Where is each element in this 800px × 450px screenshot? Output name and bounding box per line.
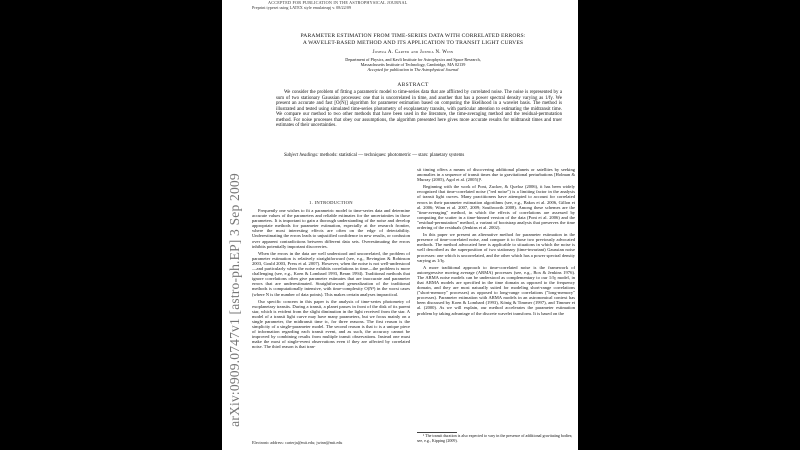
affiliation: [252, 57, 574, 73]
title-line-1: PARAMETER ESTIMATION FROM TIME-SERIES DATA WITH CORRELATED ERRORS:: [300, 33, 526, 39]
abstract-heading: ABSTRACT: [397, 82, 429, 88]
arxiv-identifier[interactable]: arXiv:0909.0747v1 [astro-ph.EP] 3 Sep 2009: [227, 173, 242, 427]
right-column: [417, 167, 575, 318]
paragraph: In this paper we present an alternative method for parameter estimation in the presence of time-correlated noise, and compare it to those two previously advocated methods. The method advocated here is applicable to situations in which the noise is well described as the superposition of two stationary (time-invariant) Gaussian noise processes: one which is uncorrelated, and the other which has a power spectral density varying as 1/fγ.: [417, 232, 575, 263]
subject-headings-label: Subject headings:: [284, 153, 319, 158]
authors: Joshua A. Carter and Joshua N. Winn: [372, 50, 454, 55]
affiliation-line-1: Department of Physics, and Kavli Institute for Astrophysics and Space Research,: [345, 57, 481, 62]
journal-line: ACCEPTED FOR PUBLICATION IN THE ASTROPHYSICAL JOURNAL: [268, 0, 408, 5]
paragraph: When the errors in the data are well understood and uncorrelated, the problem of parameter estimation is relatively straightforward (see, e.g., Bevington & Robinson 2003, Gould 2003, Press et al. 2007). However, when the noise is not well-understood—and particularly when the noise exhibits correlations in time—the problem is more challenging (see, e.g., Koen & Lombard 1993, Beran 1994). Traditional methods that ignore correlations often give parameter estimates that are inaccurate and parameter errors that are underestimated. Straightforward generalization of the traditional methods is computationally intensive, with time-complexity O(N³) in the worst cases (where N is the number of data points). This makes certain analyses impractical.: [252, 250, 410, 297]
subject-headings: [276, 153, 562, 159]
accepted-note: Accepted for publication in The Astrophysical Journal: [367, 67, 459, 73]
paragraph: sit timing offers a means of discovering additional planets or satellites by seeking anomalies in a sequence of transit times due to gravitational perturbations [Holman & Murray (2005), Agol et al. (2005)]¹.: [417, 167, 575, 183]
subject-headings-text: methods: statistical — techniques: photometric — stars: planetary systems: [318, 153, 465, 158]
left-column: [252, 208, 410, 352]
page-header: [252, 0, 408, 10]
paper-page: [222, 0, 578, 450]
paragraph: A more traditional approach to time-correlated noise is the framework of autoregressive moving average (ARMA) processes (see, e.g., Box & Jenkins 1976). The ARMA noise models can be understood as complementary to our 1/fγ model, in that ARMA models are specified in the time domain as opposed to the frequency domain, and they are most naturally suited for modeling short-range correlations ("short-memory" processes) as opposed to long-range correlations ("long-memory" processes). Parameter estimation with ARMA models in an astronomical context has been discussed by Koen & Lombard (1993), König & Timmer (1997), and Timmer et al. (2000). As we will explain, our method accelerates the parameter estimation problem by taking advantage of the discrete wavelet transform. It is based on the: [417, 264, 575, 316]
affiliation-line-2: Massachusetts Institute of Technology, Cambridge, MA 02139: [360, 62, 466, 68]
section-heading-introduction: 1. INTRODUCTION: [309, 200, 353, 205]
abstract-text: We consider the problem of fitting a parametric model to time-series data that are afflicted by correlated noise. The noise is represented by a sum of two stationary Gaussian processes: one that is uncorrelated in time, and another that has a power spectral density varying as 1/fγ. We present an accurate and fast [O(N)] algorithm for parameter estimation based on computing the likelihood in a wavelet basis. The method is illustrated and tested using simulated time-series photometry of exoplanetary transits, with particular attention to estimating the midtransit time. We compare our method to two other methods that have been used in the literature, the time-averaging method and the residual-permutation method. For noise processes that obey our assumptions, the algorithm presented here gives more accurate results for midtransit times and truer estimates of their uncertainties.: [276, 90, 562, 129]
footnote: ¹ The transit duration is also expected to vary in the presence of additional gravitating bodies; see, e.g., Kipping (2009).: [417, 433, 573, 443]
paragraph: Beginning with the work of Pont, Zucker, & Queloz (2006), it has been widely recognized that time-correlated noise ("red noise") is a limiting factor in the analysis of transit light curves. Many practitioners have attempted to account for correlated errors in their parameter estimation algorithms (see, e.g., Bakos et al. 2006, Gillon et al. 2006; Winn et al. 2007, 2009; Southworth 2008). Among these schemes are the "time-averaging" method, in which the effects of correlations are assessed by computing the scatter in a time-binned version of the data (Pont et al. 2006) and the "residual-permutation" method, a variant of bootstrap analysis that preserves the time ordering of the residuals (Jenkins et al. 2002).: [417, 184, 575, 231]
title-line-2: A WAVELET-BASED METHOD AND ITS APPLICATION TO TRANSIT LIGHT CURVES: [302, 40, 524, 46]
preprint-line: Preprint typeset using LATEX style emulateapj v. 08/22/09: [252, 5, 352, 10]
paragraph: Frequently one wishes to fit a parametric model to time-series data and determine accurate values of the parameters and reliable estimates for the uncertainties in those parameters. It is important to gain a thorough understanding of the noise and develop appropriate methods for parameter estimation, especially at the research frontier, where the most interesting effects are often on the edge of detectability. Underestimating the errors leads to unjustified confidence in new results, or confusion over apparent contradictions between different data sets. Overestimating the errors inhibits potentially important discoveries.: [252, 208, 410, 249]
paragraph: Our specific concern in this paper is the analysis of time-series photometry of exoplanetary transits. During a transit, a planet passes in front of the disk of its parent star, which is evident from the slight diminution in the light received from the star. A model of a transit light curve may have many parameters, but we focus mainly on a single parameter, the midtransit time tc, for three reasons. The first reason is the simplicity of a single-parameter model. The second reason is that tc is a unique piece of information regarding each transit event, and as such, the accuracy cannot be improved by combining results from multiple transit observations. Instead one must make the most of single-event observations even if they are affected by correlated noise. The third reason is that tran-: [252, 298, 410, 350]
email-footnote: Electronic address: carterja@mit.edu; jwinn@mit.edu: [252, 440, 343, 445]
arxiv-sidebar: [222, 0, 248, 450]
paper-title: [252, 33, 574, 47]
